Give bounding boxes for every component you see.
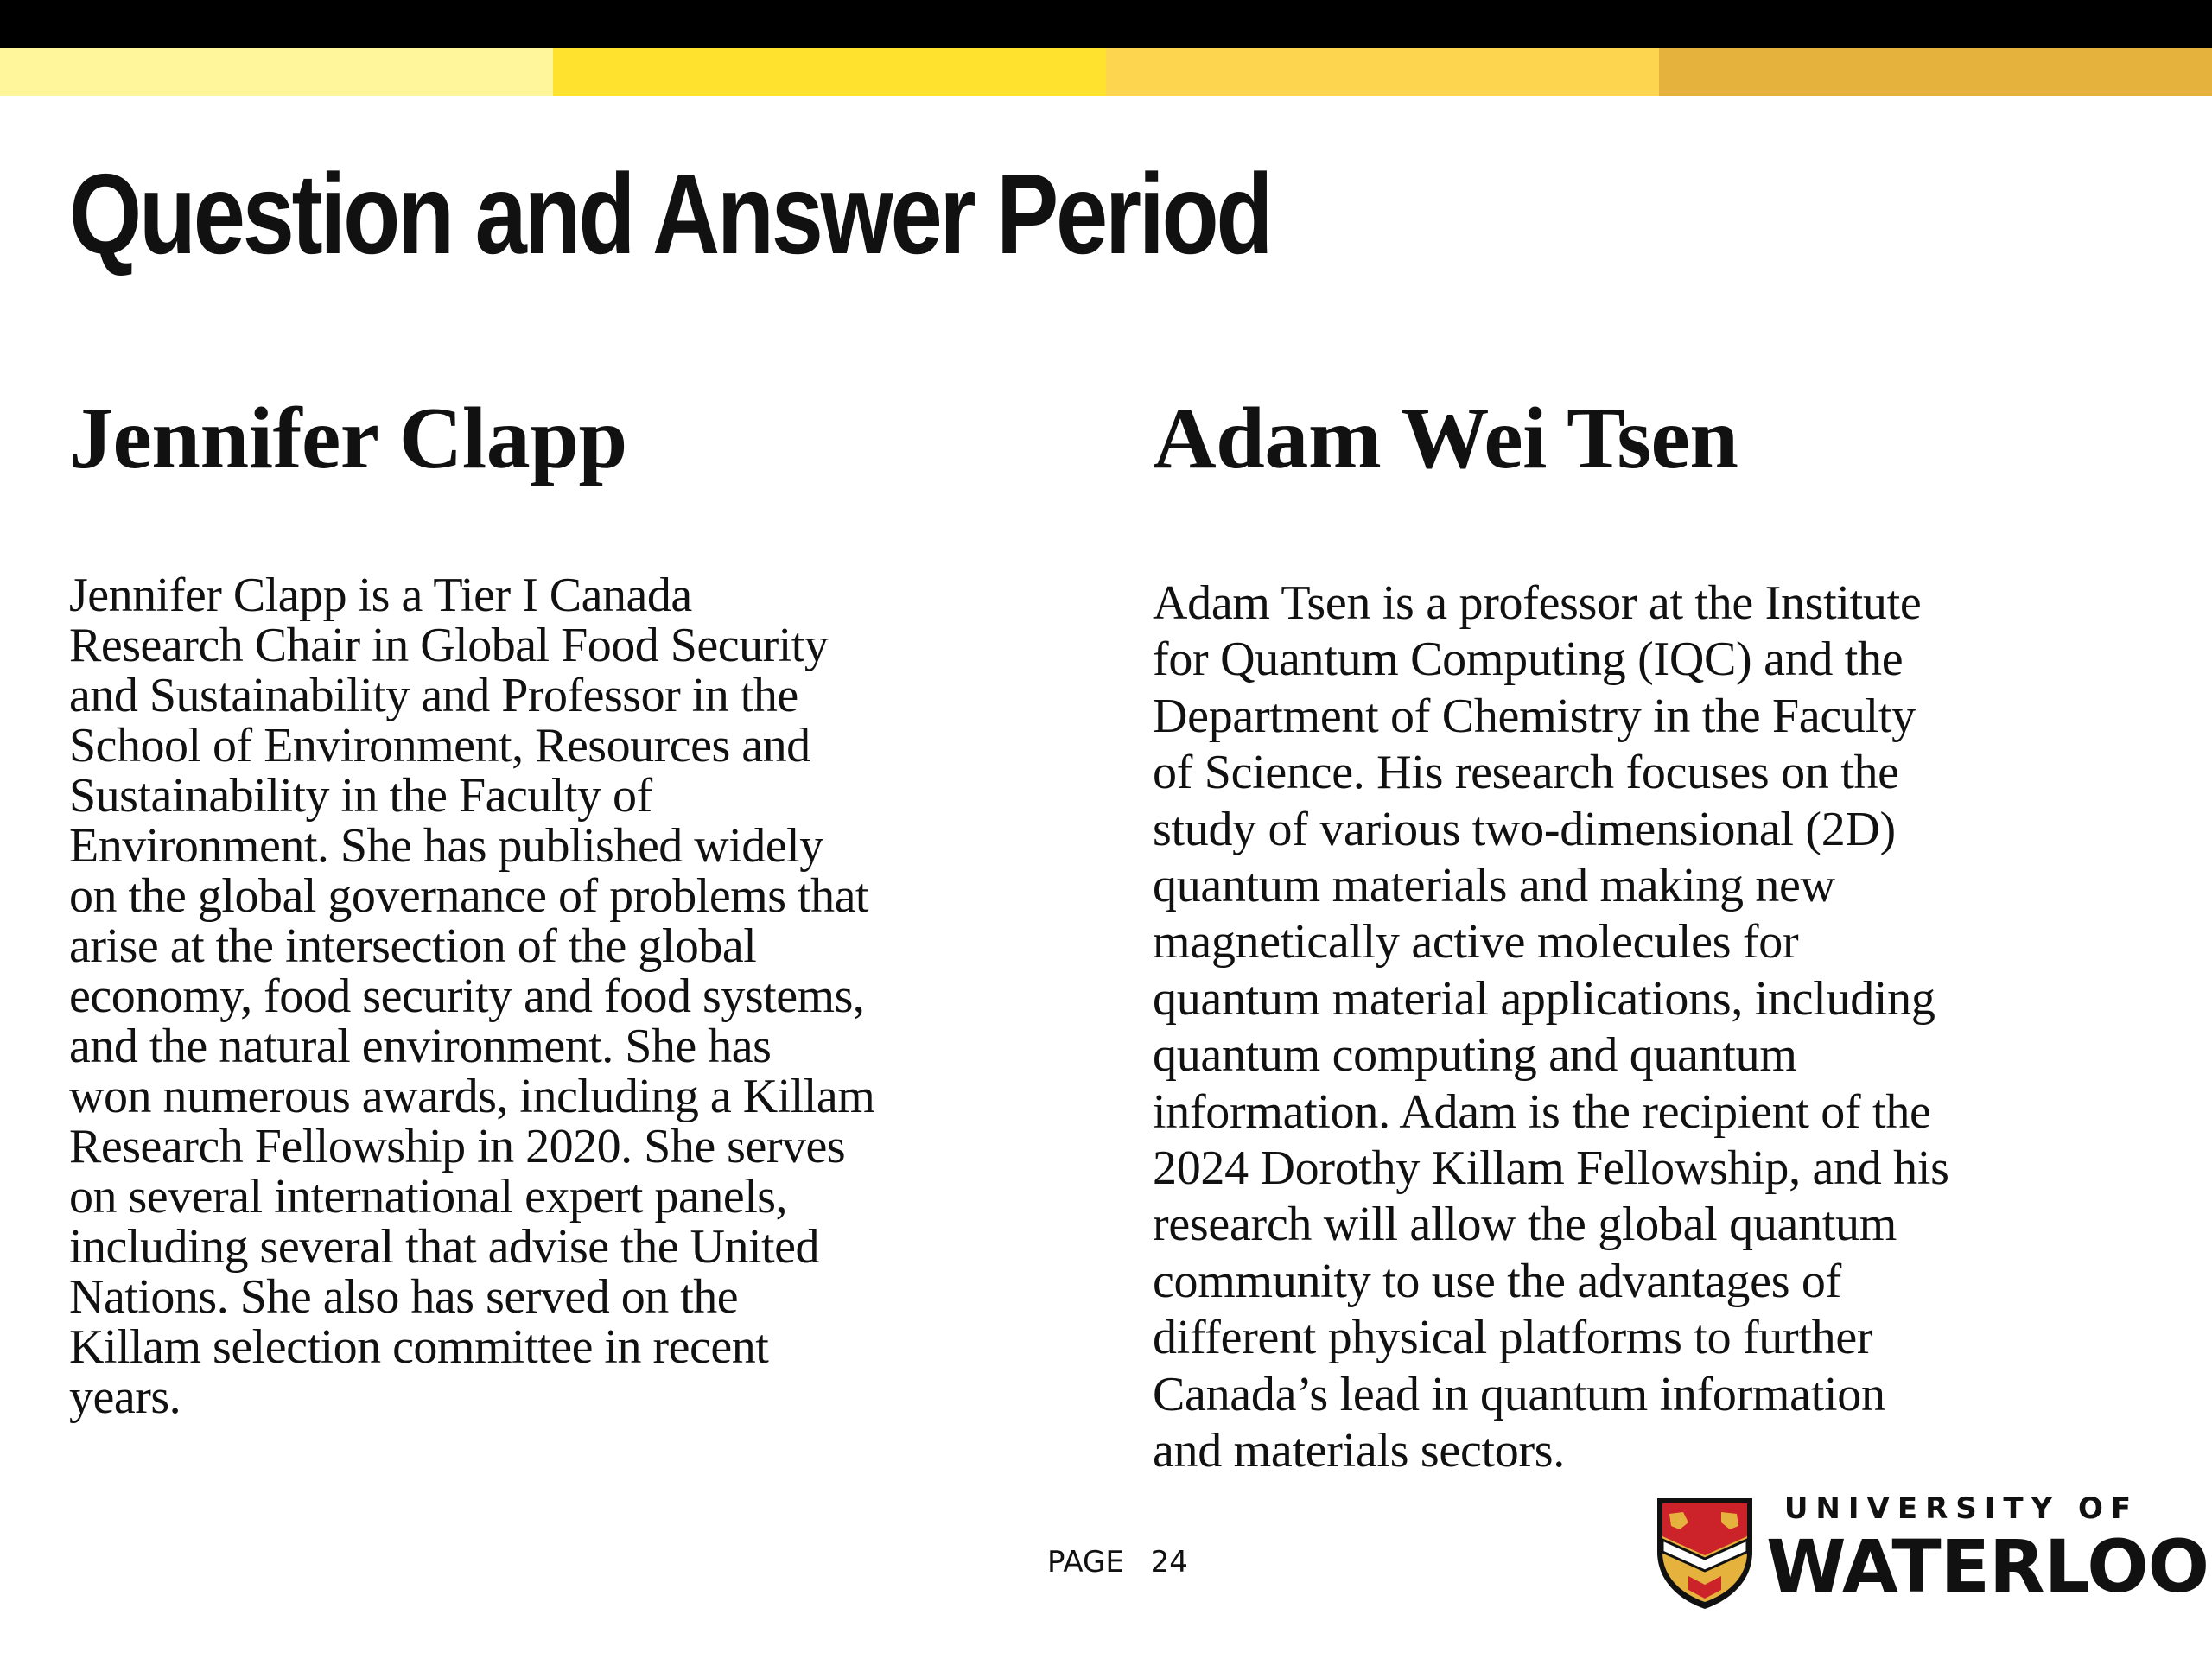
page-label: PAGE — [1047, 1545, 1124, 1580]
page-indicator — [1047, 1545, 1188, 1580]
accent-stripe-4 — [1659, 48, 2212, 96]
right-speaker-bio: Adam Tsen is a professor at the Institute for Quantum Computing (IQC) and the Department of Chemistry in the Faculty of Science. His research focuses on the study of various two-dimensional (2D) quantum materials and making new magnetically active molecules for quantum material applications, including quantum computing and quantum information. Adam is the recipient of the 2024 Dorothy Killam Fellowship, and his research will allow the global quantum community to use the advantages of different physical platforms to further Canada’s lead in quantum information and materials sectors. — [1153, 576, 1949, 1478]
top-bar — [0, 0, 2212, 48]
slide-title: Question and Answer Period — [69, 150, 1271, 277]
right-speaker-column — [1153, 387, 2172, 1480]
accent-stripes — [0, 48, 2212, 96]
accent-stripe-2 — [553, 48, 1106, 96]
logo-waterloo: WATERLOO — [1766, 1524, 2209, 1609]
left-speaker-bio: Jennifer Clapp is a Tier I Canada Research Chair in Global Food Security and Sustainability and Professor in the School of Environment, Resources and Sustainability in the Faculty of Environment. She has published widely on the global governance of problems that arise at the intersection of the global economy, food security and food systems, and the natural environment. She has won numerous awards, including a Killam Research Fellowship in 2020. She serves on several international expert panels, including several that advise the United Nations. She also has served on the Killam selection committee in recent years. — [69, 569, 875, 1424]
university-logo — [1654, 1491, 2209, 1612]
page-number: 24 — [1150, 1545, 1188, 1580]
university-crest-icon — [1654, 1495, 1756, 1611]
right-speaker-name: Adam Wei Tsen — [1153, 390, 1738, 487]
accent-stripe-1 — [0, 48, 553, 96]
accent-stripe-3 — [1106, 48, 1659, 96]
left-speaker-column — [69, 387, 1106, 1422]
left-speaker-name: Jennifer Clapp — [69, 390, 627, 487]
logo-university-of: UNIVERSITY OF — [1783, 1491, 2139, 1526]
